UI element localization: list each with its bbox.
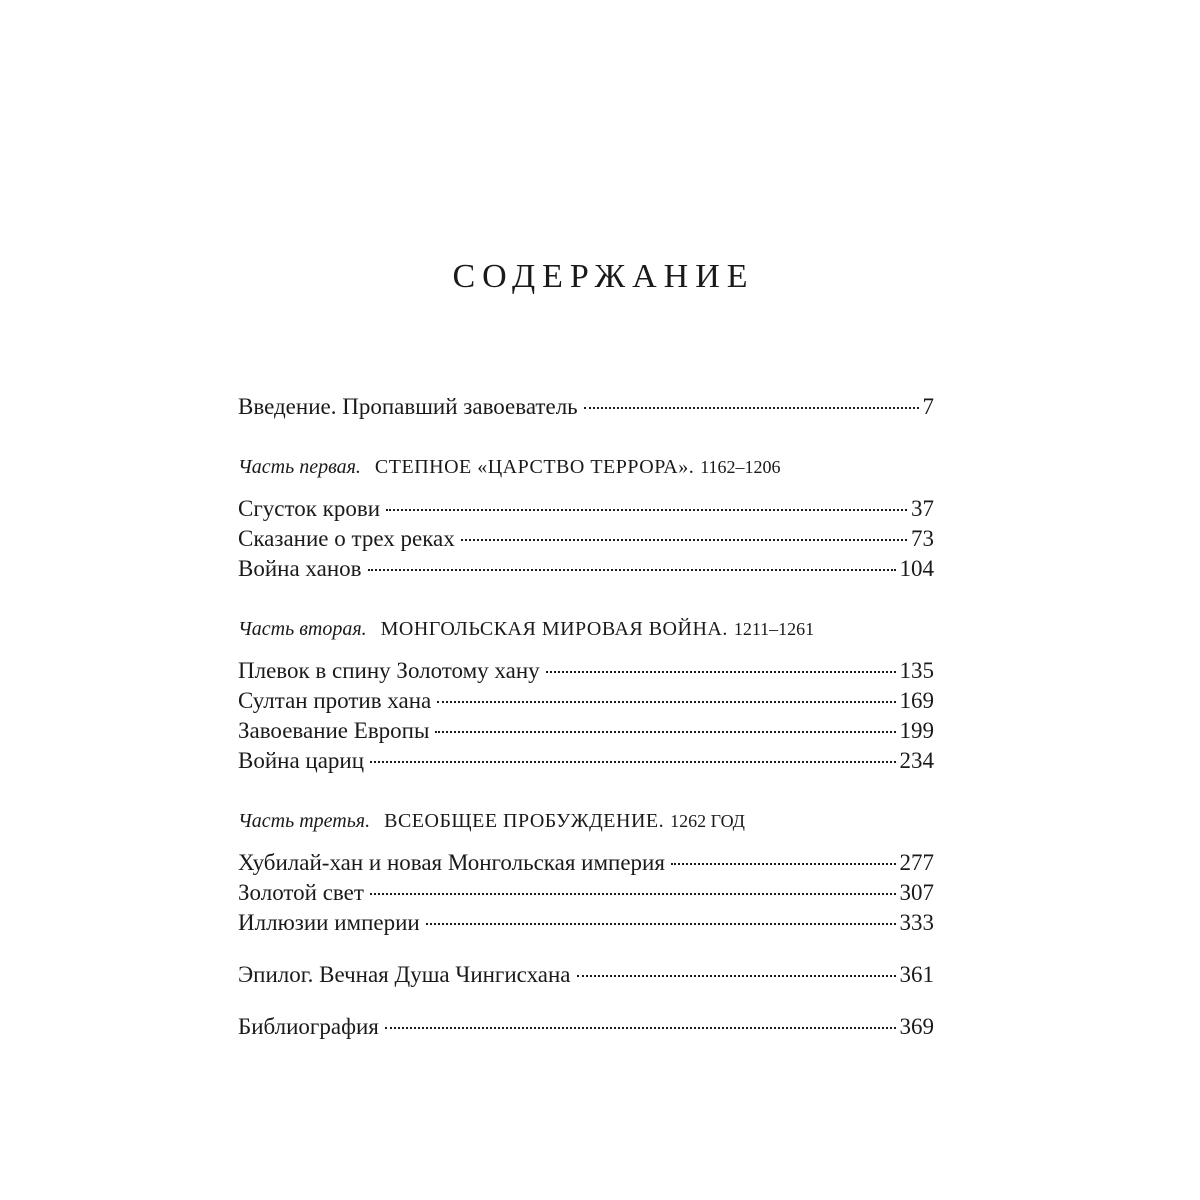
dot-leader [577,975,896,977]
entry-title: Библиография [238,1014,379,1039]
dot-leader [370,893,896,895]
toc-entry-epilogue[interactable] [238,960,934,990]
part-heading-3 [238,806,934,836]
part-name: СТЕПНОЕ «ЦАРСТВО ТЕРРОРА». [374,456,695,478]
dot-leader [435,731,895,733]
page-number: 361 [899,962,934,987]
entry-title: Плевок в спину Золотому хану [238,658,540,683]
entry-title: Султан против хана [238,688,432,713]
table-of-contents [238,392,934,1042]
entry-title: Сказание о трех реках [238,526,455,551]
page-number: 169 [899,688,934,713]
page-number: 199 [899,718,934,743]
toc-entry[interactable] [238,554,934,584]
dot-leader [385,1027,896,1029]
part-label: Часть вторая. [238,618,367,640]
toc-entry[interactable] [238,686,934,716]
page-number: 307 [899,880,934,905]
entry-title: Сгусток крови [238,496,380,521]
page-number: 234 [899,748,934,773]
entry-title: Война цариц [238,748,365,773]
toc-entry[interactable] [238,524,934,554]
entry-title: Иллюзии империи [238,910,420,935]
part-label: Часть первая. [238,456,361,478]
part-label: Часть третья. [238,810,371,832]
dot-leader [386,509,907,511]
entry-title: Эпилог. Вечная Душа Чингисхана [238,962,571,987]
entry-title: Хубилай-хан и новая Монгольская империя [238,850,665,875]
entry-title: Введение. Пропавший завоеватель [238,394,578,419]
part-years: 1262 ГОД [670,811,745,831]
toc-entry[interactable] [238,746,934,776]
dot-leader [370,761,895,763]
page-number: 369 [899,1014,934,1039]
entry-title: Война ханов [238,556,362,581]
part-heading-2 [238,614,934,644]
part-name: ВСЕОБЩЕЕ ПРОБУЖДЕНИЕ. [384,810,665,832]
page-number: 104 [899,556,934,581]
dot-leader [546,671,896,673]
page-title: СОДЕРЖАНИЕ [452,258,755,295]
toc-entry[interactable] [238,716,934,746]
toc-entry[interactable] [238,908,934,938]
part-years: 1162–1206 [700,457,781,477]
page-number: 37 [911,496,934,521]
dot-leader [368,569,896,571]
page-number: 333 [899,910,934,935]
toc-entry-introduction[interactable] [238,392,934,422]
toc-entry[interactable] [238,494,934,524]
dot-leader [461,539,907,541]
entry-title: Золотой свет [238,880,364,905]
page-number: 135 [899,658,934,683]
entry-title: Завоевание Европы [238,718,430,743]
page-number: 277 [899,850,934,875]
page-number: 7 [922,394,934,419]
part-name: МОНГОЛЬСКАЯ МИРОВАЯ ВОЙНА. [380,618,728,640]
dot-leader [584,407,919,409]
toc-entry[interactable] [238,878,934,908]
toc-entry-bibliography[interactable] [238,1012,934,1042]
dot-leader [437,701,895,703]
page-number: 73 [911,526,934,551]
toc-entry[interactable] [238,848,934,878]
part-heading-1 [238,452,934,482]
dot-leader [671,863,896,865]
toc-entry[interactable] [238,656,934,686]
dot-leader [426,923,896,925]
part-years: 1211–1261 [733,619,815,639]
